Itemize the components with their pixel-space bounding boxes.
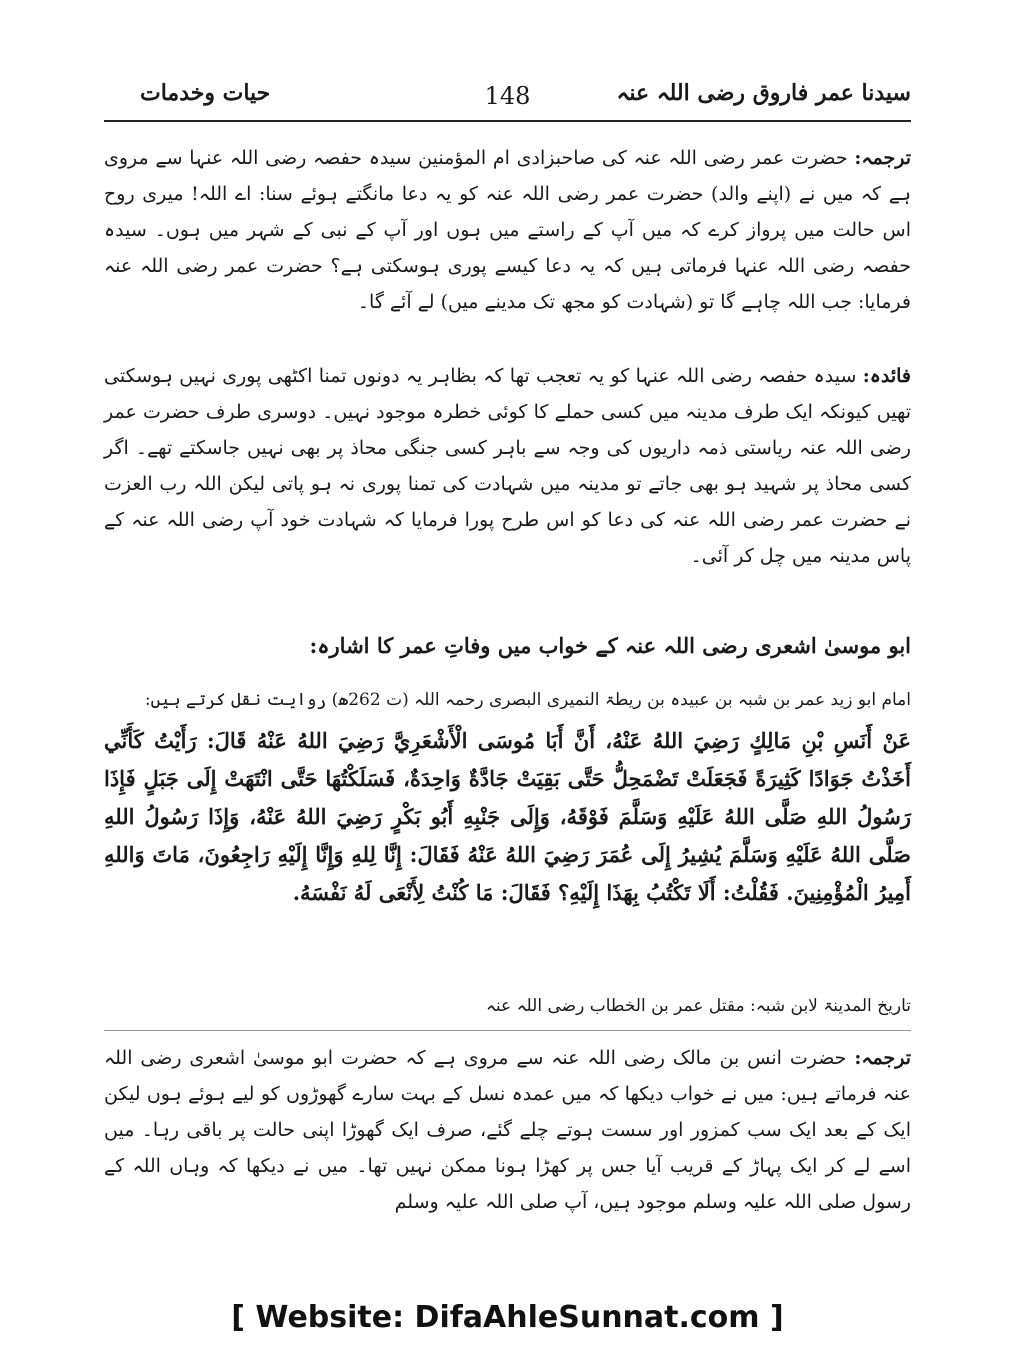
translation-text: حضرت عمر رضی اللہ عنہ کی صاحبزادی ام المؤمنین سیدہ حفصہ رضی اللہ عنہا سے مروی ہے کہ میں نے (اپنے والد) حضرت عمر رضی اللہ عنہ کو یہ دعا مانگتے ہوئے سنا: اے اللہ! میری روح اس حالت میں پرواز کرے کہ میں آپ کے راستے میں ہوں اور آپ کے نبی کے شہر میں ہوں۔ سیدہ حفصہ رضی اللہ عنہا فرماتی ہیں کہ یہ دعا کیسے پوری ہوسکتی ہے؟ حضرت عمر رضی اللہ عنہ فرمایا: جب اللہ چاہے گا تو (شہادت کو مجھ تک مدینے میں) لے آئے گا۔ [104,147,911,313]
section-title: حیات وخدمات [140,80,271,106]
arabic-narration: عَنْ أَنَسِ بْنِ مَالِكٍ رَضِيَ اللهُ عَنْهُ، أَنَّ أَبَا مُوسَى الْأَشْعَرِيَّ رَضِيَ اللهُ عَنْهُ قَالَ: رَأَيْتُ كَأَنِّي أَخَذْتُ جَوَادًا كَثِيرَةً فَجَعَلَتْ تَضْمَحِلُّ حَتَّى بَقِيَتْ جَادَّةٌ وَاحِدَةٌ، فَسَلَكْتُهَا حَتَّى انْتَهَتْ إِلَى جَبَلٍ فَإِذَا رَسُولُ اللهِ صَلَّى اللهُ عَلَيْهِ وَسَلَّمَ فَوْقَهُ، وَإِلَى جَنْبِهِ أَبُو بَكْرٍ رَضِيَ اللهُ عَنْهُ، وَإِذَا رَسُولُ اللهِ صَلَّى اللهُ عَلَيْهِ وَسَلَّمَ يُشِيرُ إِلَى عُمَرَ رَضِيَ اللهُ عَنْهُ فَقَالَ: إِنَّا لِلهِ وَإِنَّا إِلَيْهِ رَاجِعُونَ، مَاتَ وَاللهِ أَمِيرُ الْمُؤْمِنِينَ. فَقُلْتُ: أَلَا تَكْتُبُ بِهَذَا إِلَيْهِ؟ فَقَالَ: مَا كُنْتُ لِأَنْعَى لَهُ نَفْسَهُ. [104,728,911,905]
translation-label: ترجمہ: [854,147,911,169]
source-reference: تاریخ المدینۃ لابن شبہ: مقتل عمر بن الخطاب رضی اللہ عنہ [485,996,911,1016]
narration-intro: امام ابو زید عمر بن شبہ بن عبیدہ بن ریطۃ النمیری البصری رحمہ اللہ (ت 262ھ) روایت نقل کرتے ہیں: [144,690,911,710]
website-footer: [ Website: DifaAhleSunnat.com ] [231,1300,784,1335]
translation-paragraph-2 [104,1040,911,1220]
source-divider [104,1030,911,1031]
section-heading: ابو موسیٰ اشعری رضی اللہ عنہ کے خواب میں وفاتِ عمر کا اشارہ: [309,633,911,658]
page-number: 148 [484,82,531,110]
translation-text: حضرت انس بن مالک رضی اللہ عنہ سے مروی ہے کہ حضرت ابو موسیٰ اشعری رضی اللہ عنہ فرماتے ہیں: میں نے خواب دیکھا کہ میں عمدہ نسل کے بہت سارے گھوڑوں کو لیے ہوئے ہوں لیکن ایک کے بعد ایک سب کمزور اور سست ہوتے چلے گئے، صرف ایک گھوڑا اپنی حالت پر باقی رہا۔ میں اسے لے کر ایک پہاڑ کے قریب آیا جس پر کھڑا ہونا ممکن نہیں تھا۔ میں نے دیکھا کہ وہاں اللہ کے رسول صلی اللہ علیہ وسلم موجود ہیں، آپ صلی اللہ علیہ وسلم [104,1047,911,1213]
header-rule [104,120,911,122]
benefit-label: فائدہ: [862,365,911,387]
translation-label: ترجمہ: [854,1047,911,1069]
benefit-paragraph [104,358,911,574]
running-title: سیدنا عمر فاروق رضی اللہ عنہ [616,80,911,106]
benefit-text: سیدہ حفصہ رضی اللہ عنہا کو یہ تعجب تھا کہ بظاہر یہ دونوں تمنا اکٹھی پوری نہیں ہوسکتی تھیں کیونکہ ایک طرف مدینہ میں کسی حملے کا کوئی خطرہ موجود نہیں۔ دوسری طرف حضرت عمر رضی اللہ عنہ ریاستی ذمہ داریوں کی وجہ سے باہر کسی جنگی محاذ پر بھی نہیں جاسکتے تھے۔ اگر کسی محاذ پر شہید ہو بھی جاتے تو مدینہ میں شہادت کی تمنا پوری نہ ہو پاتی لیکن اللہ رب العزت نے حضرت عمر رضی اللہ عنہ کی دعا کو اس طرح پورا فرمایا کہ شہادت خود آپ رضی اللہ عنہ کے پاس مدینہ میں چل کر آئی۔ [104,365,911,567]
translation-paragraph-1 [104,140,911,320]
